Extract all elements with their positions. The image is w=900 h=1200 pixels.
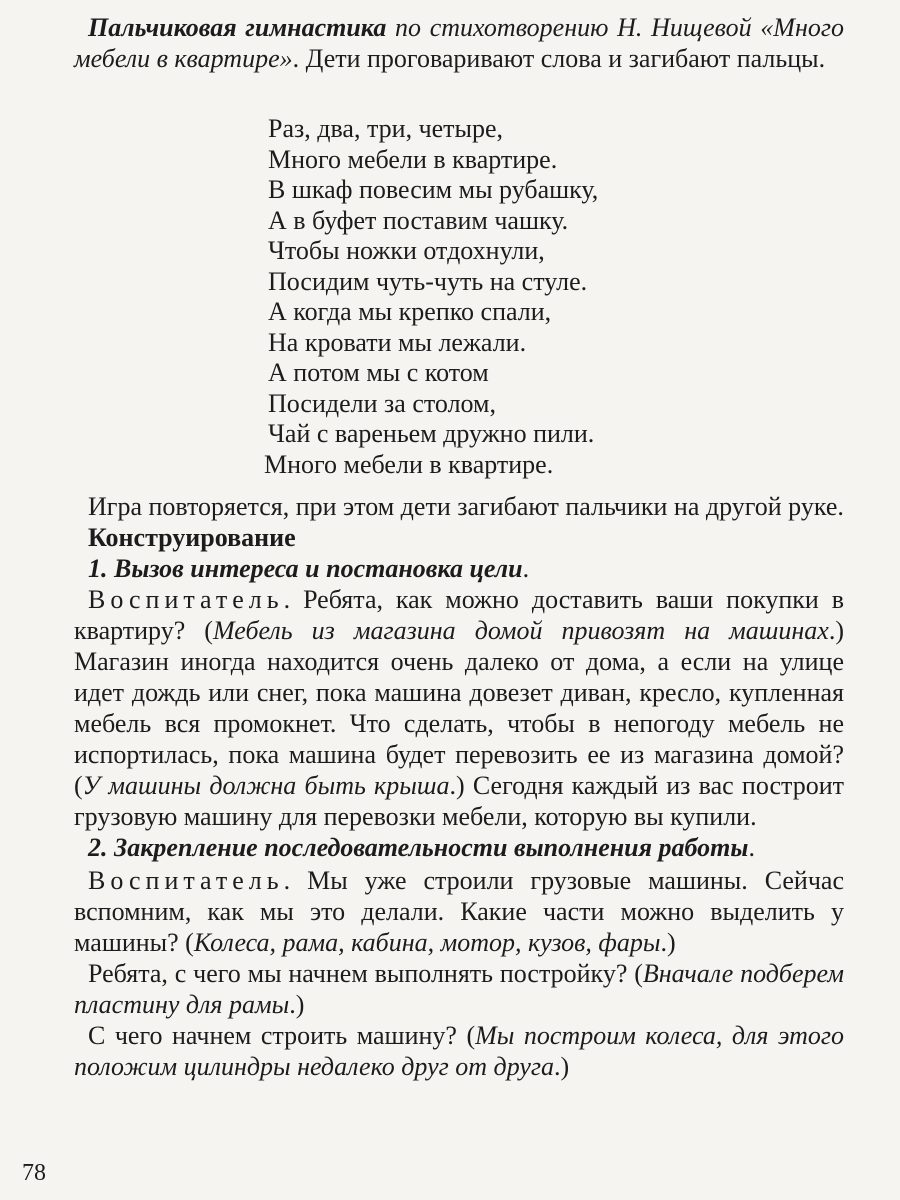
paragraph-text: С чего начнем строить машину? ( [88,1021,476,1050]
child-answer: Мебель из магазина домой привозят на машинах [212,616,829,645]
poem-line: В шкаф повесим мы рубашку, [268,175,599,204]
paragraph-text: .) [554,1052,570,1081]
section-title: Конструирование [88,523,296,552]
step2-dot: . [748,833,755,862]
paragraph-text: Ребята, с чего мы начнем выполнять постройку? ( [88,959,643,988]
page-number: 78 [22,1160,46,1186]
teacher-paragraph-2 [74,865,844,958]
poem [264,114,599,480]
intro-instruction: . Дети проговаривают слова и загибают пальцы. [292,44,826,73]
poem-line: А когда мы крепко спали, [268,297,552,326]
intro-block [74,12,844,74]
poem-line: Посидим чуть-чуть на стуле. [268,266,588,296]
step2-heading [74,832,844,863]
poem-line: Много мебели в квартире. [264,449,554,479]
poem-line: Раз, два, три, четыре, [268,114,504,143]
poem-line: Чай с вареньем дружно пили. [268,419,595,448]
poem-line: А в буфет поставим чашку. [268,205,569,235]
speaker-label: Воспитатель [88,585,284,614]
paragraph-text: .) [660,928,676,957]
poem-line: А потом мы с котом [268,358,489,387]
paragraph-text: . Ребята, как можно доставить ваши покупки в квартиру? ( [74,585,844,645]
poem-line: Чтобы ножки отдохнули, [268,236,545,265]
question-paragraph-2 [74,1020,844,1082]
repeat-paragraph: Игра повторяется, при этом дети загибают пальчики на другой руке. [88,492,844,521]
poem-line: На кровати мы лежали. [268,327,527,357]
paragraph-text: .) [289,990,305,1019]
poem-line: Много мебели в квартире. [268,144,558,174]
poem-line: Посидели за столом, [268,388,496,418]
paragraph-text: . Мы уже строили грузовые машины. Сейчас вспомним, как мы это делали. Какие части можно выделить у машины? ( [74,866,844,957]
child-answer: Вначале подберем пластину для рамы [74,959,844,1019]
child-answer: Колеса, рама, кабина, мотор, кузов, фары [193,928,661,957]
intro-source: по стихотворению Н. Нищевой «Много мебели в квартире» [74,13,844,73]
paragraph-text: .) Сегодня каждый из вас построит грузовую машину для перевозки мебели, которую вы купили. [74,771,844,831]
intro-title: Пальчиковая гимнастика [88,13,387,42]
step2-title: 2. Закрепление последовательности выполнения работы [88,833,749,862]
intro-paragraph [74,12,844,74]
main-block [74,491,844,1082]
step1-dot: . [522,554,530,583]
paragraph-text: .) Магазин иногда находится очень далеко от дома, а если на улице идет дождь или снег, пока машина довезет диван, кресло, купленная мебель вся промокнет. Что сделать, чтобы в непогоду мебель не испортилась, пока машина будет перевозить ее из магазина домой? ( [74,616,844,800]
step1-title: 1. Вызов интереса и постановка цели [88,554,523,583]
step1-heading [74,553,844,584]
speaker-label: Воспитатель [88,866,284,895]
child-answer: Мы построим колеса, для этого положим цилиндры недалеко друг от друга [74,1021,844,1081]
child-answer: У машины должна быть крыша [82,771,450,800]
question-paragraph-1 [74,958,844,1020]
teacher-paragraph-1 [74,584,844,832]
